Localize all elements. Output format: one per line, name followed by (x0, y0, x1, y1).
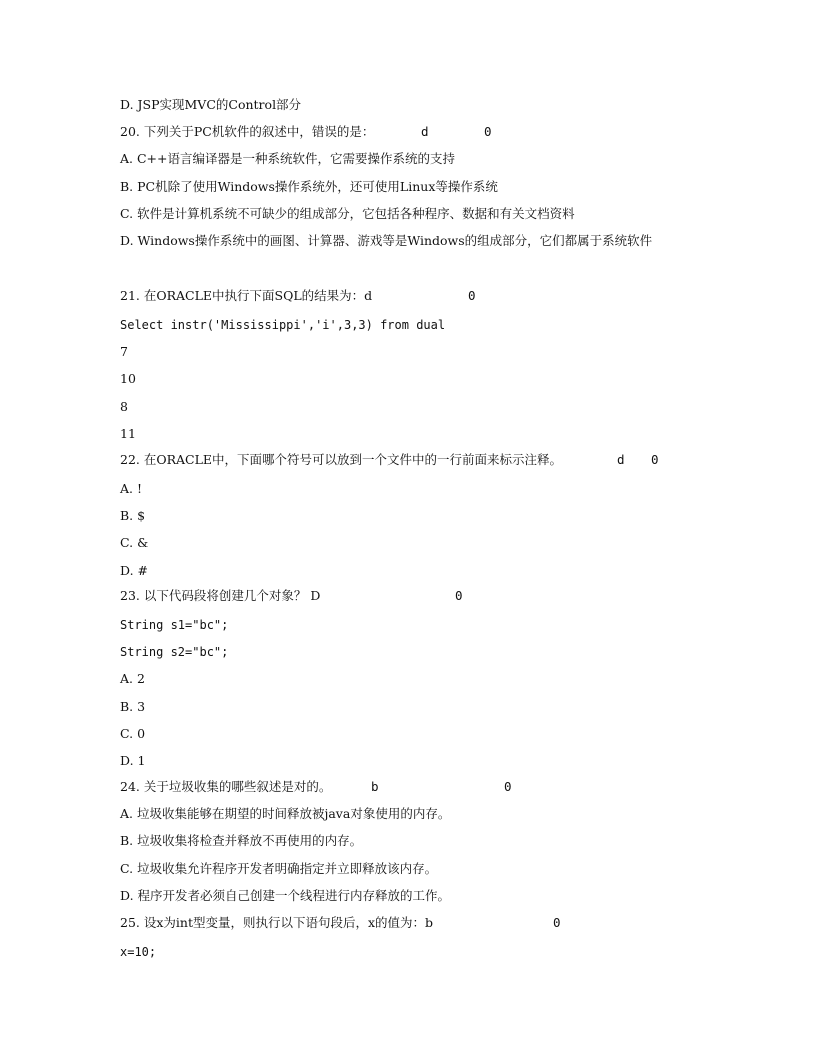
score-text: 0 (484, 124, 492, 139)
option-text: D. JSP实现MVC的Control部分 (120, 97, 302, 112)
score-text: 0 (455, 588, 463, 603)
answer-text: d (421, 124, 429, 139)
score-text: 0 (651, 452, 659, 467)
score-text: 0 (468, 288, 476, 303)
option-text: D. # (120, 563, 148, 578)
option-text: A. 垃圾收集能够在期望的时间释放被java对象使用的内存。 (120, 806, 451, 821)
option-text: 11 (120, 426, 136, 441)
option-text: D. 程序开发者必须自己创建一个线程进行内存释放的工作。 (120, 888, 451, 903)
score-text: 0 (504, 779, 512, 794)
option-text: B. 垃圾收集将检查并释放不再使用的内存。 (120, 833, 363, 848)
code-text: String s1="bc"; (120, 618, 229, 632)
answer-text: d (617, 452, 625, 467)
option-text: A. 2 (120, 671, 145, 686)
option-text: C. 垃圾收集允许程序开发者明确指定并立即释放该内存。 (120, 861, 438, 876)
option-text: B. $ (120, 508, 146, 523)
option-text: B. PC机除了使用Windows操作系统外，还可使用Linux等操作系统 (120, 179, 498, 194)
option-text: C. & (120, 535, 149, 550)
code-text: String s2="bc"; (120, 645, 229, 659)
option-text: A. C++语言编译器是一种系统软件，它需要操作系统的支持 (120, 151, 455, 166)
option-text: 8 (120, 399, 128, 414)
option-text: D. Windows操作系统中的画图、计算器、游戏等是Windows的组成部分，它们都属于系统软件 (120, 233, 653, 248)
question-25: 25. 设x为int型变量，则执行以下语句段后，x的值为：b (120, 915, 434, 930)
question-24: 24. 关于垃圾收集的哪些叙述是对的。 (120, 779, 332, 794)
option-text: 7 (120, 344, 128, 359)
code-text: x=10; (120, 945, 157, 959)
answer-text: b (371, 779, 379, 794)
option-text: B. 3 (120, 699, 146, 714)
option-text: D. 1 (120, 753, 146, 768)
question-23: 23. 以下代码段将创建几个对象？ D (120, 588, 321, 603)
option-text: A. ! (120, 481, 142, 496)
score-text: 0 (553, 915, 561, 930)
option-text: C. 0 (120, 726, 146, 741)
question-20: 20. 下列关于PC机软件的叙述中，错误的是： (120, 124, 375, 139)
question-21: 21. 在ORACLE中执行下面SQL的结果为：d (120, 288, 373, 303)
code-text: Select instr('Mississippi','i',3,3) from dual (120, 318, 446, 332)
option-text: 10 (120, 371, 136, 386)
option-text: C. 软件是计算机系统不可缺少的组成部分，它包括各种程序、数据和有关文档资料 (120, 206, 575, 221)
question-22: 22. 在ORACLE中，下面哪个符号可以放到一个文件中的一行前面来标示注释。 (120, 452, 563, 467)
